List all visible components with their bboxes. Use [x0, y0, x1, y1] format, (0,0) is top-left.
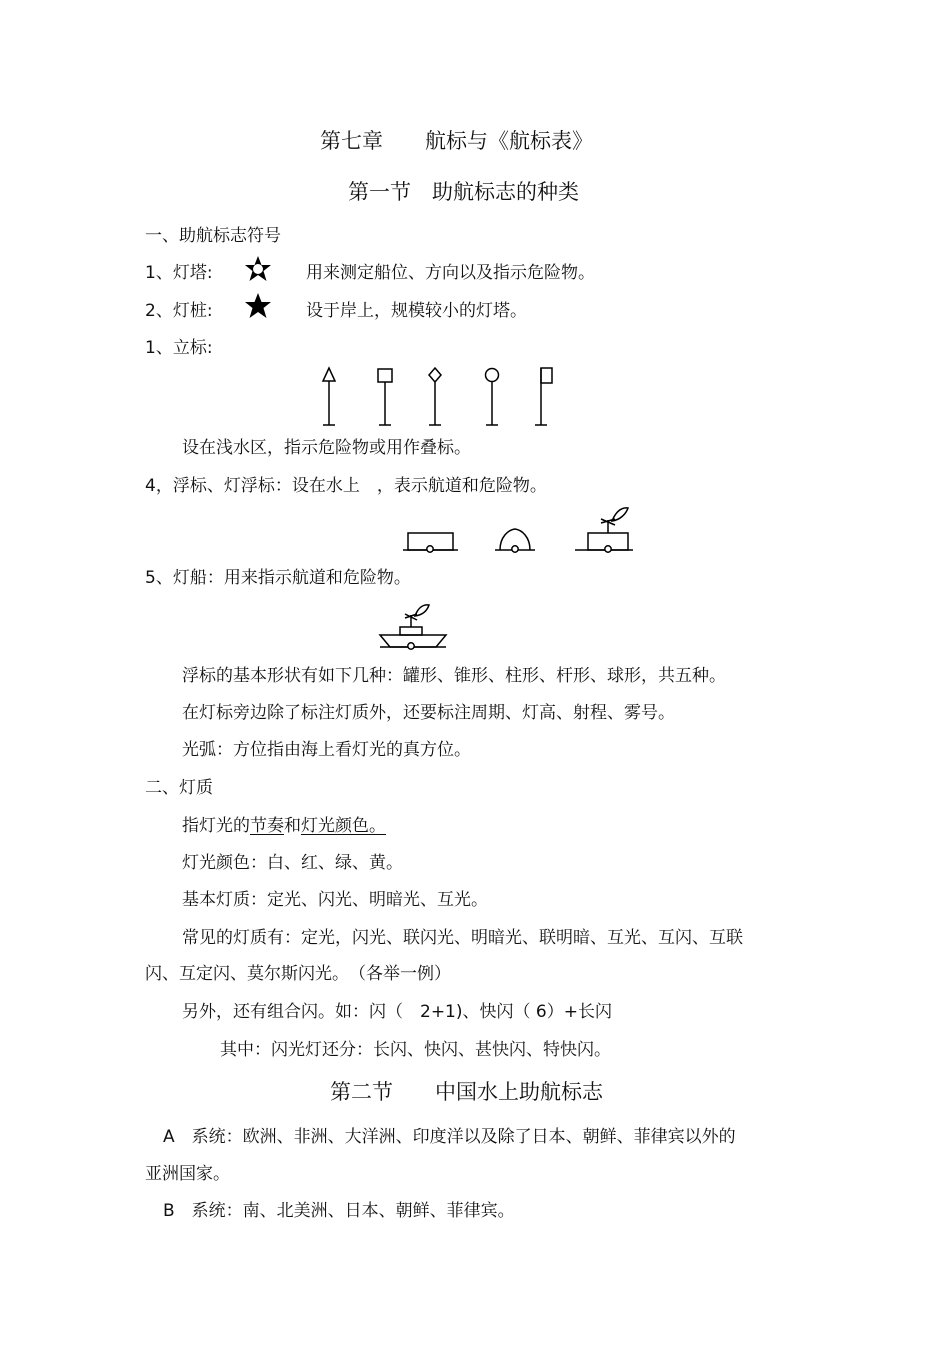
- combined-flash: 另外，还有组合闪。如：闪（ 2+1)、快闪（ 6）+长闪: [182, 1002, 612, 1022]
- circle-beacon-icon: [486, 369, 499, 426]
- lightship-icon: [378, 603, 450, 655]
- flash-types: 其中：闪光灯还分：长闪、快闪、甚快闪、特快闪。: [220, 1040, 611, 1060]
- intro-mid: 和: [284, 816, 301, 836]
- section-title-2: 第二节 中国水上助航标志: [330, 1080, 603, 1104]
- square-beacon-icon: [378, 369, 392, 425]
- buoy-symbols-diagram: [400, 505, 640, 555]
- note-buoy-shapes: 浮标的基本形状有如下几种：罐形、锥形、柱形、杆形、球形，共五种。: [182, 666, 726, 686]
- hollow-star-icon: [243, 254, 273, 284]
- light-colors: 灯光颜色：白、红、绿、黄。: [182, 853, 403, 873]
- buoy-line: 4，浮标、灯浮标：设在水上 ，表示航道和危险物。: [145, 476, 547, 496]
- system-a-line2: 亚洲国家。: [145, 1164, 230, 1184]
- lightpile-label: 2、灯桩:: [145, 301, 213, 321]
- beacon-desc: 设在浅水区，指示危险物或用作叠标。: [182, 438, 471, 458]
- chapter-title: 第七章 航标与《航标表》: [320, 129, 593, 153]
- heading-nav-symbols: 一、助航标志符号: [145, 226, 281, 246]
- lighthouse-label: 1、灯塔:: [145, 263, 213, 283]
- heading-light-character: 二、灯质: [145, 778, 213, 798]
- section-title-1: 第一节 助航标志的种类: [348, 180, 579, 204]
- rhythm-term: 节奏: [250, 816, 284, 836]
- flag-beacon-icon: [535, 368, 552, 425]
- diamond-beacon-icon: [429, 368, 441, 425]
- intro-prefix: 指灯光的: [182, 816, 250, 836]
- common-characters-line1: 常见的灯质有：定光，闪光、联闪光、明暗光、联明暗、互光、互闪、互联: [182, 928, 743, 948]
- system-b-line: B 系统：南、北美洲、日本、朝鲜、菲律宾。: [163, 1201, 515, 1221]
- lighthouse-desc: 用来测定船位、方向以及指示危险物。: [306, 263, 595, 283]
- conical-buoy-icon: [495, 529, 535, 552]
- basic-characters: 基本灯质：定光、闪光、明暗光、互光。: [182, 890, 488, 910]
- beacon-symbols-diagram: [315, 365, 560, 430]
- triangle-beacon-icon: [323, 368, 335, 425]
- light-buoy-icon: [575, 508, 633, 552]
- system-a-line1: A 系统：欧洲、非洲、大洋洲、印度洋以及除了日本、朝鲜、菲律宾以外的: [163, 1127, 736, 1147]
- note-light-arc: 光弧：方位指由海上看灯光的真方位。: [182, 740, 471, 760]
- light-character-intro: [182, 815, 386, 837]
- can-buoy-icon: [403, 533, 458, 552]
- lightship-line: 5、灯船：用来指示航道和危险物。: [145, 568, 411, 588]
- note-light-marking: 在灯标旁边除了标注灯质外，还要标注周期、灯高、射程、雾号。: [182, 703, 675, 723]
- light-color-term: 灯光颜色。: [301, 816, 386, 836]
- lightpile-desc: 设于岸上，规模较小的灯塔。: [306, 301, 527, 321]
- beacon-label: 1、立标:: [145, 338, 213, 358]
- solid-star-icon: [243, 291, 273, 321]
- common-characters-line2: 闪、互定闪、莫尔斯闪光。 （各举一例）: [145, 964, 451, 984]
